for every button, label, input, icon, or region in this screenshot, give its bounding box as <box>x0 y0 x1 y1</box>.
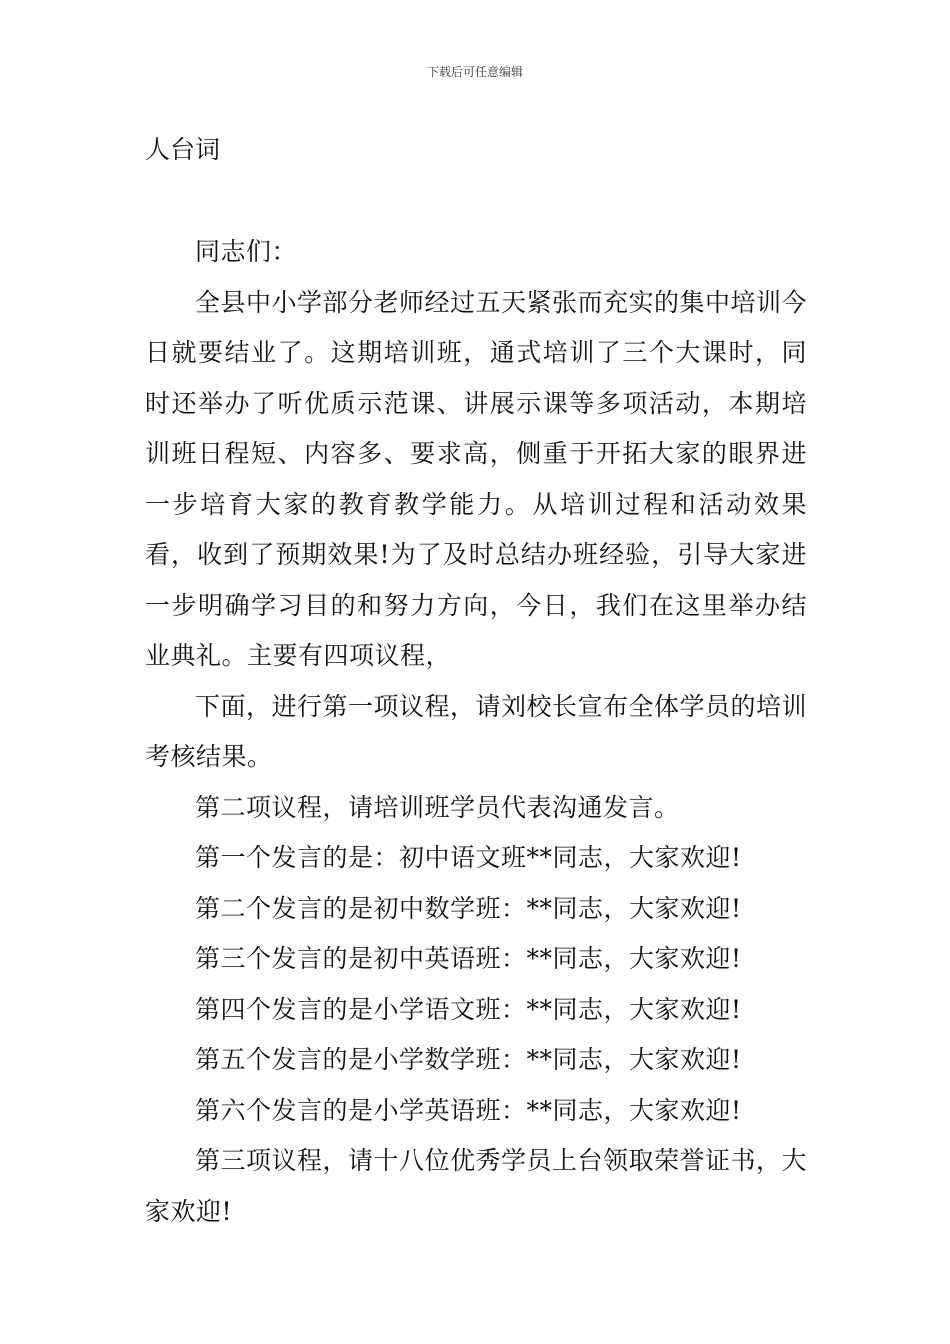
paragraph-agenda-1: 下面，进行第一项议程，请刘校长宣布全体学员的培训考核结果。 <box>145 691 808 771</box>
paragraph-speaker-1: 第一个发言的是：初中语文班**同志，大家欢迎! <box>195 843 742 872</box>
paragraph-agenda-3: 第三项议程，请十八位优秀学员上台领取荣誉证书，大家欢迎! <box>145 1146 808 1226</box>
paragraph-speaker-2: 第二个发言的是初中数学班：**同志，大家欢迎! <box>195 893 742 923</box>
paragraph-intro: 全县中小学部分老师经过五天紧张而充实的集中培训今日就要结业了。这期培训班，通式培训了三个大课时，同时还举办了听优质示范课、讲展示课等多项活动，本期培训班日程短、内容多、要求高，侧重于开拓大家的眼界进一步培育大家的教育教学能力。从培训过程和活动效果看，收到了预期效果!为了及时总结办班经验，引导大家进一步明确学习目的和努力方向，今日，我们在这里举办结业典礼。主要有四项议程， <box>145 287 808 670</box>
paragraph-speaker-5: 第五个发言的是小学数学班：**同志，大家欢迎! <box>195 1045 742 1074</box>
document-body <box>145 227 807 1237</box>
paragraph-speaker-3: 第三个发言的是初中英语班：**同志，大家欢迎! <box>195 944 742 973</box>
paragraph-greeting: 同志们： <box>195 237 298 266</box>
paragraph-speaker-6: 第六个发言的是小学英语班：**同志，大家欢迎! <box>195 1095 742 1125</box>
document-title: 人台词 <box>145 135 221 164</box>
paragraph-speaker-4: 第四个发言的是小学语文班：**同志，大家欢迎! <box>195 994 742 1024</box>
paragraph-agenda-2: 第二项议程，请培训班学员代表沟通发言。 <box>195 792 680 822</box>
page-header-note: 下载后可任意编辑 <box>426 65 523 79</box>
